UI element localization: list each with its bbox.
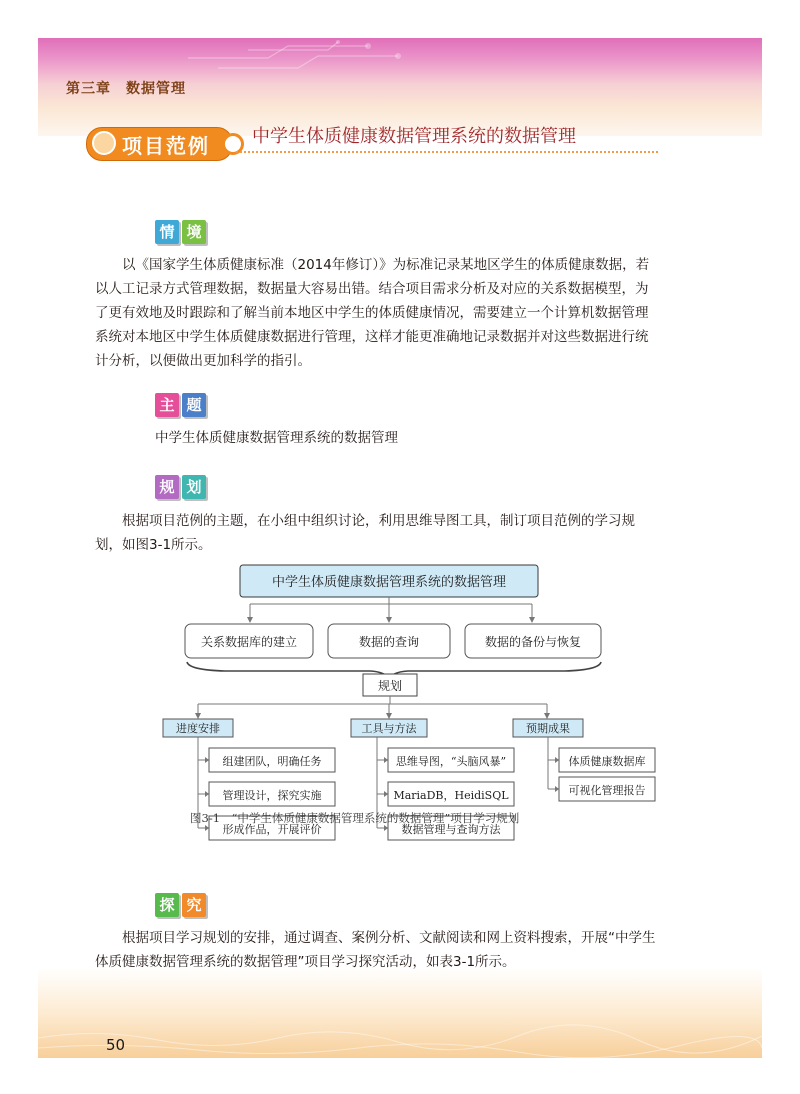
explore-text: 根据项目学习规划的安排，通过调查、案例分析、文献阅读和网上资料搜索，开展“中学生体质健康数据管理系统的数据管理”项目学习探究活动，如表3-1所示。 [95,930,656,970]
leaf-label: 体质健康数据库 [568,755,646,768]
leaf-label: 形成作品，开展评价 [222,823,322,836]
explore-tag-char: 探 [155,893,179,917]
plan-center-label: 规划 [377,679,403,693]
explore-tag-char: 究 [182,893,206,917]
page-number: 50 [106,1036,126,1054]
leaf-label: 可视化管理报告 [568,784,646,797]
leaf-label: 管理设计，探究实施 [222,789,322,802]
leaf-label: 数据管理与查询方法 [401,823,501,836]
topic-label: 数据的备份与恢复 [484,635,582,649]
plan-tag-char: 划 [182,475,206,499]
badge-dot [92,131,116,155]
root-label: 中学生体质健康数据管理系统的数据管理 [271,575,507,590]
section-title: 中学生体质健康数据管理系统的数据管理 [252,126,576,147]
dotted-divider [236,151,658,153]
leaf-label: 组建团队，明确任务 [222,755,322,768]
branch-label: 预期成果 [526,722,570,735]
theme-tag-char: 主 [155,393,179,417]
leaf-label: MariaDB，HeidiSQL [393,789,509,802]
section-badge-label: 项目范例 [122,134,210,158]
explore-paragraph [95,926,658,974]
plan-text: 根据项目范例的主题，在小组中组织讨论，利用思维导图工具，制订项目范例的学习规划，如图3-1所示。 [95,513,635,553]
situation-text: 以《国家学生体质健康标准（2014年修订）》为标准记录某地区学生的体质健康数据，若以人工记录方式管理数据，数据量大容易出错。结合项目需求分析及对应的关系数据模型，为了更有效地及时跟踪和了解当前本地区中学生的体质健康情况，需要建立一个计算机数据管理系统对本地区中学生体质健康数据进行管理，这样才能更准确地记录数据并对这些数据进行统计分析，以便做出更加科学的指引。 [95,257,650,369]
situation-paragraph [95,253,658,373]
situation-tag-char: 情 [155,220,179,244]
footer-decoration [38,998,762,1058]
branch-label: 工具与方法 [361,722,417,735]
theme-text: 中学生体质健康数据管理系统的数据管理 [155,430,398,446]
topic-label: 数据的查询 [358,635,420,649]
topic-label: 关系数据库的建立 [200,635,298,649]
plan-tag-char: 规 [155,475,179,499]
theme-tag-char: 题 [182,393,206,417]
figure-caption: 图3-1 “中学生体质健康数据管理系统的数据管理”项目学习规划 [190,811,520,825]
chapter-title: 第三章 数据管理 [66,81,186,97]
situation-tag-char: 境 [182,220,206,244]
leaf-label: 思维导图，“头脑风暴” [395,755,507,768]
branch-label: 进度安排 [176,722,220,735]
